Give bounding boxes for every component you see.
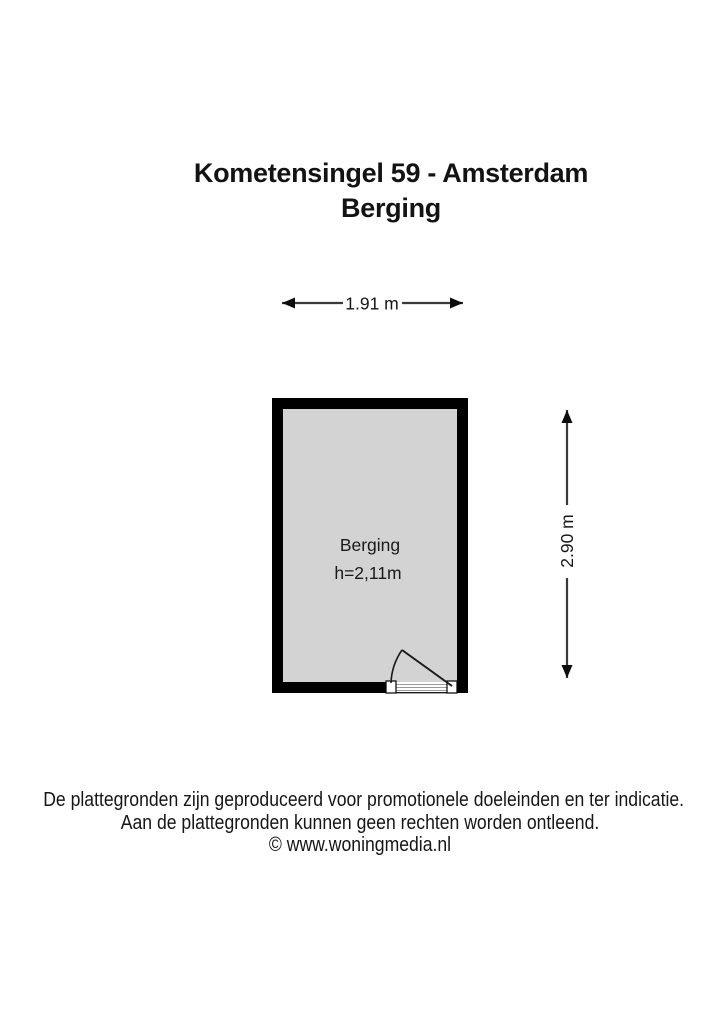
title-room-name: Berging bbox=[341, 193, 441, 223]
disclaimer-line-2: Aan de plattegronden kunnen geen rechten worden ontleend. bbox=[120, 811, 600, 834]
disclaimer-line-1: De plattegronden zijn geproduceerd voor promotionele doeleinden en ter indicatie. bbox=[43, 789, 685, 811]
title-address: Kometensingel 59 - Amsterdam bbox=[193, 158, 589, 188]
width-dimension bbox=[282, 294, 463, 314]
room-name-label: Berging bbox=[339, 535, 401, 555]
width-dimension-label: 1.91 m bbox=[345, 293, 399, 314]
floorplan-drawing bbox=[250, 280, 590, 710]
height-dimension bbox=[557, 410, 577, 678]
ceiling-height-label: h=2,11m bbox=[334, 563, 402, 583]
disclaimer bbox=[0, 789, 720, 857]
copyright-line: © www.woningmedia.nl bbox=[268, 834, 452, 856]
arrow-down-icon bbox=[562, 665, 573, 678]
arrow-right-icon bbox=[450, 298, 463, 309]
arrow-left-icon bbox=[282, 298, 295, 309]
arrow-up-icon bbox=[562, 410, 573, 423]
page-title bbox=[151, 156, 631, 226]
height-dimension-label: 2.90 m bbox=[557, 514, 577, 568]
